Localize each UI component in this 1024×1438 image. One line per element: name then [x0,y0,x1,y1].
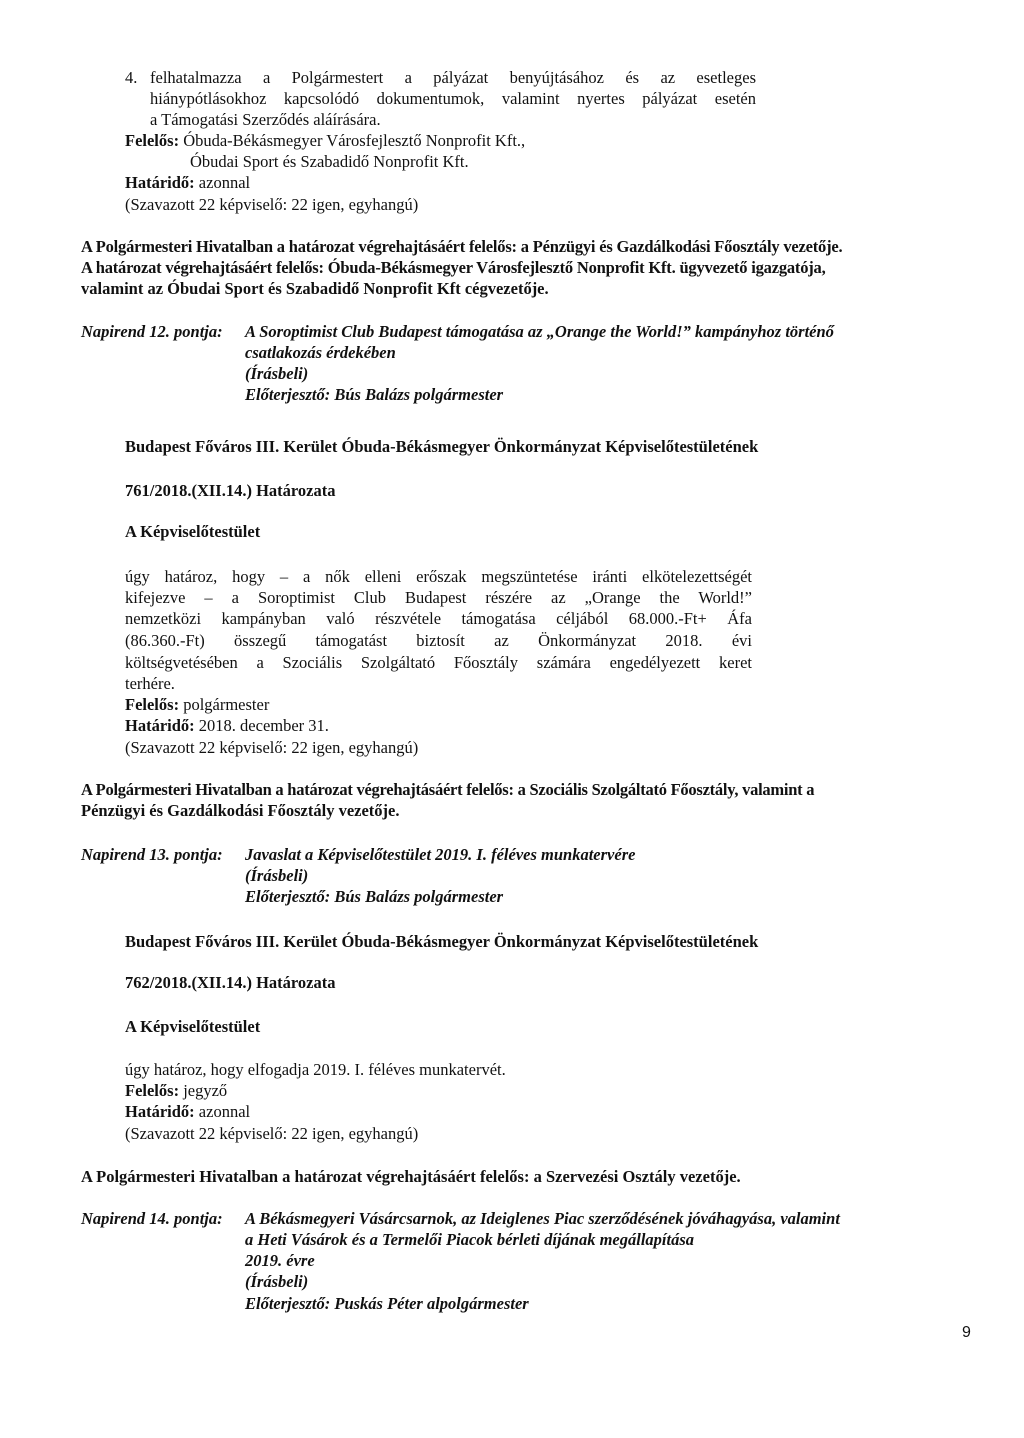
item4-line-1: felhatalmazza a Polgármestert a pályázat benyújtásához és az esetleges [150,68,756,87]
felelos-row [125,131,525,152]
resolution-subject: A Képviselőtestület [125,1017,261,1036]
resolution-text-line: költségvetésében a Szociális Szolgáltató Főosztály számára engedélyezett keret [125,653,752,672]
resolution-body-name: Budapest Főváros III. Kerület Óbuda-Békásmegyer Önkormányzat Képviselőtestületének [125,932,759,951]
felelos-value-2: Óbudai Sport és Szabadidő Nonprofit Kft. [190,152,469,171]
item-number: 4. [125,68,138,87]
agenda-presenter: Előterjesztő: Puskás Péter alpolgármester [245,1294,529,1313]
item4-line-2: hiánypótlásokhoz kapcsolódó dokumentumok, valamint nyertes pályázat esetén [150,89,756,108]
resolution-text-line: kifejezve – a Soroptimist Club Budapest részére az „Orange the World!” [125,588,752,607]
felelos-value: polgármester [183,695,270,714]
agenda-title: a Heti Vásárok és a Termelői Piacok bérleti díjának megállapítása [245,1230,694,1249]
hatarido-row [125,716,329,737]
vote-result: (Szavazott 22 képviselő: 22 igen, egyhangú) [125,1124,419,1143]
resolution-subject: A Képviselőtestület [125,522,261,541]
felelos-label: Felelős: [125,695,180,714]
agenda-title: A Soroptimist Club Budapest támogatása az „Orange the World!” kampányhoz történő [245,322,834,341]
hatarido-row [125,173,250,194]
hatarido-label: Határidő: [125,1102,195,1121]
agenda-form: (Írásbeli) [245,866,309,885]
agenda-presenter: Előterjesztő: Bús Balázs polgármester [245,887,504,906]
exec-responsible-line: A Polgármesteri Hivatalban a határozat végrehajtásáért felelős: a Szociális Szolgáltató Főosztály, valamint a [81,780,815,799]
agenda-label: Napirend 12. pontja: [81,322,223,341]
agenda-presenter: Előterjesztő: Bús Balázs polgármester [245,385,504,404]
agenda-form: (Írásbeli) [245,1272,309,1291]
agenda-label: Napirend 13. pontja: [81,845,223,864]
exec-responsible-line: A Polgármesteri Hivatalban a határozat végrehajtásáért felelős: a Szervezési Osztály vezetője. [81,1167,741,1186]
resolution-text-line: úgy határoz, hogy elfogadja 2019. I. féléves munkatervét. [125,1060,506,1079]
felelos-row [125,695,269,716]
agenda-title: csatlakozás érdekében [245,343,396,362]
hatarido-label: Határidő: [125,173,195,192]
hatarido-value: azonnal [198,1102,251,1121]
felelos-value: Óbuda-Békásmegyer Városfejlesztő Nonprofit Kft., [183,131,526,150]
agenda-form: (Írásbeli) [245,364,309,383]
felelos-label: Felelős: [125,1081,180,1100]
agenda-title: 2019. évre [245,1251,315,1270]
resolution-text-line: (86.360.-Ft) összegű támogatást biztosít az Önkormányzat 2018. évi [125,631,752,650]
item4-line-3: a Támogatási Szerződés aláírására. [150,110,381,129]
vote-result: (Szavazott 22 képviselő: 22 igen, egyhangú) [125,738,419,757]
hatarido-row [125,1102,250,1123]
felelos-label: Felelős: [125,131,180,150]
felelos-row [125,1081,227,1102]
hatarido-value: 2018. december 31. [198,716,329,735]
felelos-value: jegyző [183,1081,228,1100]
resolution-number: 762/2018.(XII.14.) Határozata [125,973,336,992]
page-number: 9 [962,1324,971,1341]
agenda-title: A Békásmegyeri Vásárcsarnok, az Ideiglenes Piac szerződésének jóváhagyása, valamint [245,1209,840,1228]
exec-responsible-line: A határozat végrehajtásáért felelős: Óbuda-Békásmegyer Városfejlesztő Nonprofit Kft. ügyvezető igazgatója, [81,258,826,277]
hatarido-value: azonnal [198,173,251,192]
resolution-text-line: nemzetközi kampányban való részvétele támogatása céljából 68.000.-Ft+ Áfa [125,609,752,628]
vote-result: (Szavazott 22 képviselő: 22 igen, egyhangú) [125,195,419,214]
hatarido-label: Határidő: [125,716,195,735]
agenda-label: Napirend 14. pontja: [81,1209,223,1228]
resolution-text-line: terhére. [125,674,175,693]
resolution-number: 761/2018.(XII.14.) Határozata [125,481,336,500]
resolution-body-name: Budapest Főváros III. Kerület Óbuda-Békásmegyer Önkormányzat Képviselőtestületének [125,437,759,456]
exec-responsible-line: Pénzügyi és Gazdálkodási Főosztály vezetője. [81,801,400,820]
resolution-text-line: úgy határoz, hogy – a nők elleni erőszak megszüntetése iránti elkötelezettségét [125,567,752,586]
exec-responsible-line: A Polgármesteri Hivatalban a határozat végrehajtásáért felelős: a Pénzügyi és Gazdálkodási Főosztály vezetője. [81,237,843,256]
exec-responsible-line: valamint az Óbudai Sport és Szabadidő Nonprofit Kft cégvezetője. [81,279,549,298]
agenda-title: Javaslat a Képviselőtestület 2019. I. féléves munkatervére [245,845,636,864]
